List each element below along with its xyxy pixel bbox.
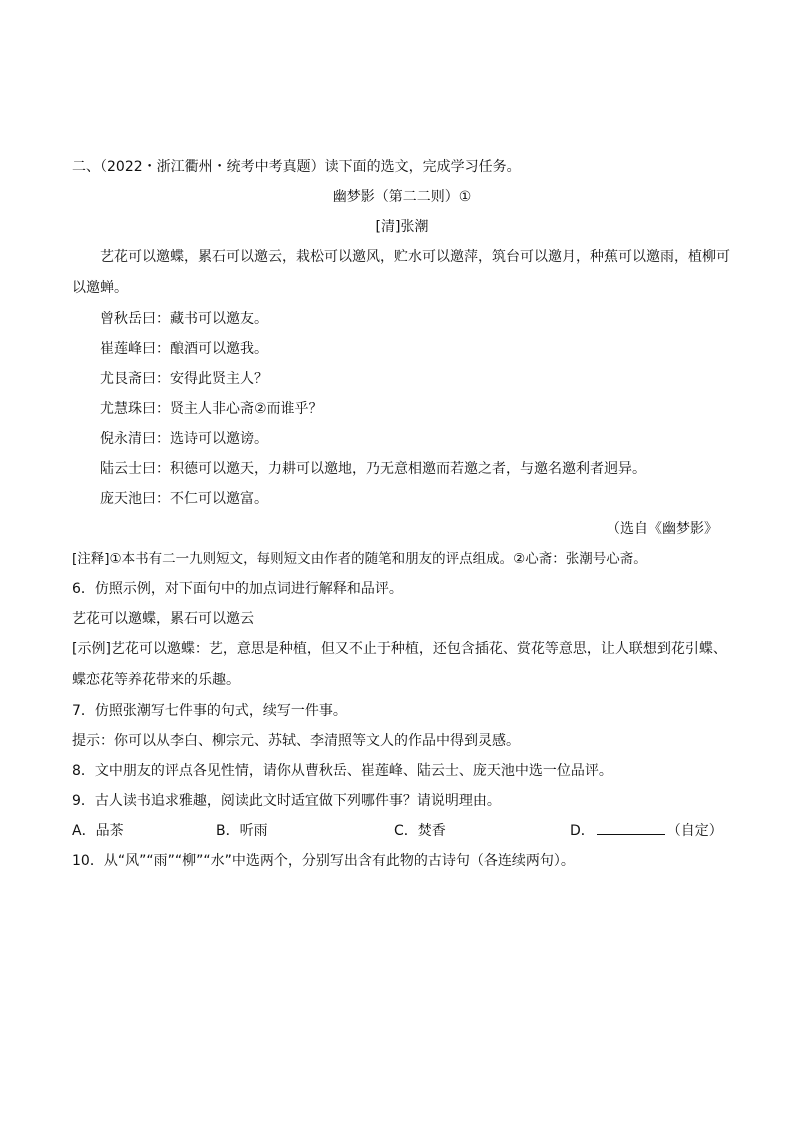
passage-body: 艺花可以邀蝶，累石可以邀云，栽松可以邀风，贮水可以邀萍，筑台可以邀月，种蕉可以邀雨，植柳可以邀蝉。 [72, 249, 730, 296]
question-10: 10．从“风”“雨”“柳”“水”中选两个，分别写出含有此物的古诗句（各连续两句）。 [72, 853, 575, 869]
passage-author: [清]张潮 [375, 219, 429, 235]
passage-title: 幽梦影（第二二则）① [332, 189, 472, 205]
question-6-sentence: 艺花可以邀蝶，累石可以邀云 [72, 611, 254, 627]
comment-ni: 倪永清曰：选诗可以邀谤。 [100, 431, 268, 447]
passage-source: （选自《幽梦影》 [606, 521, 718, 537]
option-b[interactable]: B．听雨 [216, 823, 268, 839]
comment-lu: 陆云士曰：积德可以邀天，力耕可以邀地，乃无意相邀而若邀之者，与邀名邀利者迥异。 [100, 461, 646, 477]
question-7-hint: 提示：你可以从李白、柳宗元、苏轼、李清照等文人的作品中得到灵感。 [72, 733, 520, 749]
question-6: 6．仿照示例，对下面句中的加点词进行解释和品评。 [72, 581, 403, 597]
section-heading: 二、（2022・浙江衢州・统考中考真题）读下面的选文，完成学习任务。 [72, 159, 521, 175]
option-d-blank[interactable] [597, 820, 665, 835]
comment-you-huizhu: 尤慧珠曰：贤主人非心斋②而谁乎？ [100, 401, 323, 417]
comment-you-genzhai: 尤艮斋曰：安得此贤主人？ [100, 371, 268, 387]
option-c[interactable]: C．焚香 [394, 823, 446, 839]
comment-zeng: 曾秋岳曰：藏书可以邀友。 [100, 311, 268, 327]
question-7: 7．仿照张潮写七件事的句式，续写一件事。 [72, 703, 347, 719]
question-6-example: [示例]艺花可以邀蝶：艺，意思是种植，但又不止于种植，还包含插花、赏花等意思，让人联想到花引蝶、蝶恋花等养花带来的乐趣。 [72, 641, 727, 688]
comment-cui: 崔莲峰曰：酿酒可以邀我。 [100, 341, 268, 357]
annotation: [注释]①本书有二一九则短文，每则短文由作者的随笔和朋友的评点组成。②心斋：张潮号心斋。 [72, 551, 647, 567]
option-d[interactable] [570, 816, 723, 846]
comment-pang: 庞天池曰：不仁可以邀富。 [100, 491, 268, 507]
option-d-suffix: （自定） [666, 823, 723, 839]
option-a[interactable]: A．品茶 [72, 823, 124, 839]
question-9-options [72, 816, 732, 846]
question-8: 8．文中朋友的评点各见性情，请你从曹秋岳、崔莲峰、陆云士、庞天池中选一位品评。 [72, 763, 613, 779]
option-d-prefix: D． [570, 823, 595, 839]
document-page [72, 152, 732, 876]
question-9: 9．古人读书追求雅趣，阅读此文时适宜做下列哪件事？请说明理由。 [72, 793, 501, 809]
